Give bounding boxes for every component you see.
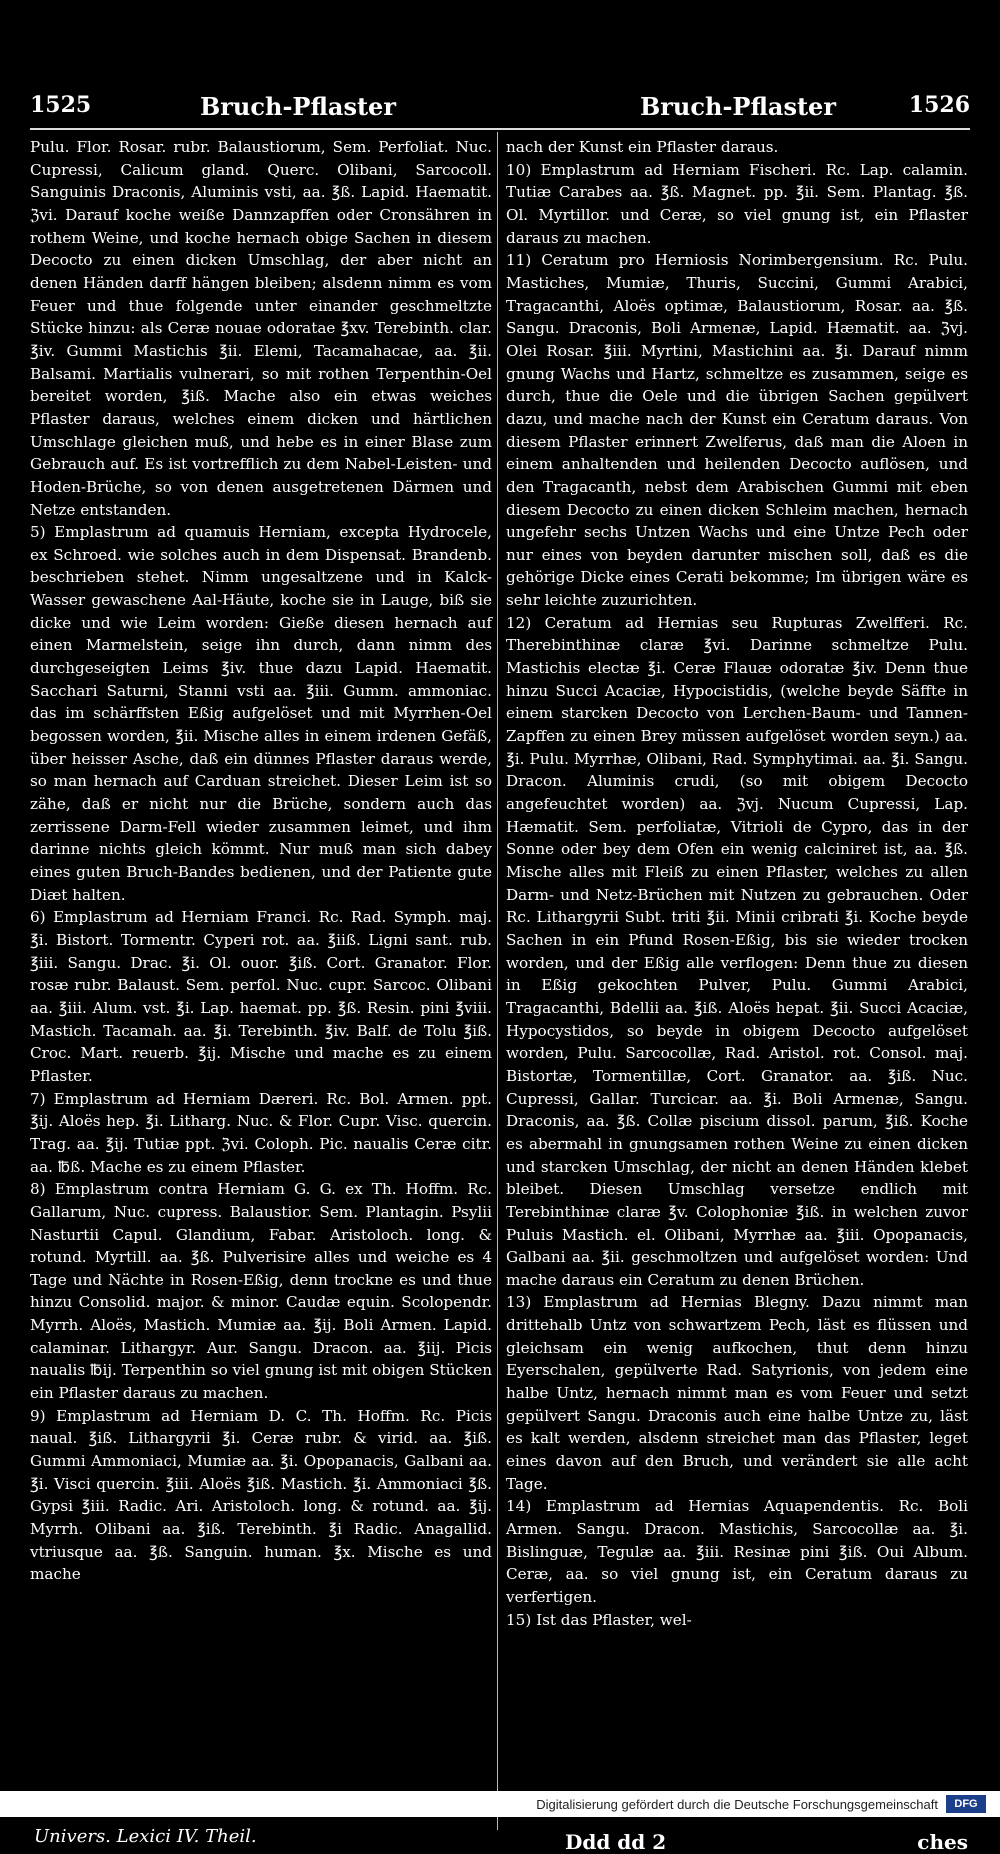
- paragraph: 8) Emplastrum contra Herniam G. G. ex Th. Hoffm. Rc. Gallarum, Nuc. cupress. Balaustior. Sem. Plantagin. Psylii Nasturtii Capul. Glandium, Fabar. Aristoloch. long. & rotund. Myrtill. aa. ℥ß. Pulverisire alles und weiche es 4 Tage und Nächte in Rosen-Eßig, denn trockne es und thue hinzu Consolid. major. & minor. Caudæ equin. Scolopendr. Myrrh. Aloës, Mastich. Mumiæ aa. ℥ij. Boli Armen. Lapid. calaminar. Lithargyr. Aur. Sangu. Dracon. aa. ℥iij. Picis naualis ℔ij. Terpenthin so viel gnung ist mit obigen Stücken ein Pflaster daraus zu machen.: [30, 1180, 492, 1403]
- page-header: [30, 92, 970, 130]
- page-number-right: 1526: [908, 92, 970, 118]
- paragraph: nach der Kunst ein Pflaster daraus.: [506, 138, 779, 156]
- left-column: [30, 136, 492, 1586]
- paragraph: 15) Ist das Pflaster, wel-: [506, 1610, 692, 1629]
- page-number-left: 1525: [30, 92, 92, 118]
- volume-footer: Univers. Lexici IV. Theil.: [34, 1826, 257, 1847]
- banner-text: Digitalisierung gefördert durch die Deutsche Forschungsgemeinschaft: [536, 1797, 938, 1812]
- paragraph: 12) Ceratum ad Hernias seu Rupturas Zwelfferi. Rc. Therebinthinæ claræ ℥vi. Darinne schmeltze Pulu. Mastichis electæ ℥i. Ceræ Flauæ odoratæ ℥iv. Denn thue hinzu Succi Acaciæ, Hypocistidis, (welche beyde Säffte in einem starcken Decocto von Lerchen-Baum- und Tannen-Zapffen zu einen Brey müssen aufgelöset worden seyn.) aa. ℥i. Pulu. Myrrhæ, Olibani, Rad. Symphytimai. aa. ℥i. Sangu. Dracon. Aluminis crudi, (so mit obigem Decocto angefeuchtet worden) aa. ℨvj. Nucum Cupressi, Lap. Hæmatit. Sem. perfoliatæ, Vitrioli de Cypro, das in der Sonne oder bey dem Ofen ein wenig calciniret ist, aa. ℥ß. Mische alles mit Fleiß zu einen Pflaster, welches zu allen Darm- und Netz-Brüchen mit Nutzen zu gebrauchen. Oder Rc. Lithargyrii Subt. triti ℥ii. Minii cribrati ℥i. Koche beyde Sachen in ein Pfund Rosen-Eßig, bis sie wieder trocken worden, und der Eßig alle verflogen: Denn thue zu diesen in Eßig gekochten Pulver, Pulu. Gummi Arabici, Tragacanthi, Bdellii aa. ℥iß. Aloës hepat. ℥ii. Succi Acaciæ, Hypocystidos, so beyde in obigem Decocto aufgelöset worden, Pulu. Sarcocollæ, Rad. Aristol. rot. Consol. maj. Bistortæ, Tormentillæ, Cort. Granator. aa. ℥iß. Nuc. Cupressi, Gallar. Turcicar. aa. ℥i. Boli Armenæ, Sangu. Draconis, aa. ℥ß. Collæ piscium dissol. parum, ℥iß. Koche es abermahl in gnungsamen rothen Weine zu einen dicken und starcken Umschlag, der nicht an denen Händen klebet bleibet. Diesen Umschlag versetze endlich mit Terebinthinæ claræ ℥v. Colophoniæ ℥iß. in welchen zuvor Puluis Mastich. el. Olibani, Myrrhæ aa. ℥iii. Opopanacis, Galbani aa. ℥ii. geschmoltzen und aufgelöset worden: Und mache daraus ein Ceratum zu denen Brüchen.: [506, 613, 968, 1289]
- running-title-right: Bruch-Pflaster: [640, 92, 836, 121]
- paragraph: 13) Emplastrum ad Hernias Blegny. Dazu nimmt man drittehalb Untz von schwartzem Pech, läst es flüssen und gleichsam ein wenig aufkochen, thut denn hinzu Eyerschalen, gepülverte Rad. Satyrionis, von jedem eine halbe Untz, hernach nimmt man es vom Feuer und setzt gepülvert Sangu. Draconis auch eine halbe Untze zu, läst es kalt werden, alsdenn streichet man das Pflaster, leget eines davon auf den Bruch, und verändert sie alle acht Tage.: [506, 1293, 968, 1493]
- paragraph: 7) Emplastrum ad Herniam Dæreri. Rc. Bol. Armen. ppt. ℥ij. Aloës hep. ℥i. Litharg. Nuc. & Flor. Cupr. Visc. quercin. Trag. aa. ℥ij. Tutiæ ppt. ℨvi. Coloph. Pic. naualis Ceræ citr. aa. ℔ß. Mache es zu einem Pflaster.: [30, 1089, 492, 1176]
- paragraph: 5) Emplastrum ad quamuis Herniam, excepta Hydrocele, ex Schroed. wie solches auch in dem Dispensat. Brandenb. beschrieben stehet. Nimm ungesaltzene und in Kalck-Wasser gewaschene Aal-Häute, koche sie in Lauge, biß sie dicke und wie Leim worden: Gieße diesen hernach auf einen Marmelstein, seige ihn durch, dann nimm des durchgeseigten Leims ℥iv. thue dazu Lapid. Haematit. Sacchari Saturni, Stanni vsti aa. ℥iii. Gumm. ammoniac. das im schärffsten Eßig aufgelöset und mit Myrrhen-Oel begossen worden, ℥ii. Mische alles in einem irdenen Gefäß, über heisser Asche, daß ein dünnes Pflaster daraus werde, so man hernach auf Carduan streichet. Dieser Leim ist so zähe, daß er nicht nur die Brüche, sondern auch das zerrissene Darm-Fell wieder zusammen leimet, und ihm darinne nichts gleich kömmt. Nur muß man sich dabey eines guten Bruch-Bandes bedienen, und der Patiente gute Diæt halten.: [30, 523, 492, 904]
- paragraph: 6) Emplastrum ad Herniam Franci. Rc. Rad. Symph. maj. ℥i. Bistort. Tormentr. Cyperi rot. aa. ℥iiß. Ligni sant. rub. ℥iii. Sangu. Drac. ℥i. Ol. ouor. ℥iß. Cort. Granator. Flor. rosæ rubr. Balaust. Sem. perfol. Nuc. cupr. Sarcoc. Olibani aa. ℥iii. Alum. vst. ℥i. Lap. haemat. pp. ℥ß. Resin. pini ℥viii. Mastich. Tacamah. aa. ℥i. Terebinth. ℥iv. Balf. de Tolu ℥iß. Croc. Mart. reuerb. ℥ij. Mische und mache es zu einem Pflaster.: [30, 908, 492, 1085]
- header-rule: [30, 128, 970, 130]
- signature-mark: Ddd dd 2: [565, 1830, 667, 1854]
- column-divider: [497, 132, 498, 1830]
- dfg-logo: DFG: [946, 1795, 986, 1813]
- catchword: ches: [917, 1830, 968, 1854]
- paragraph: 14) Emplastrum ad Hernias Aquapendentis. Rc. Boli Armen. Sangu. Dracon. Mastichis, Sarcocollæ aa. ℥i. Bislinguæ, Tegulæ aa. ℥iii. Resinæ pini ℥iß. Oui Album. Ceræ, aa. so viel gnung ist, ein Ceratum daraus zu verfertigen.: [506, 1497, 968, 1606]
- paragraph: 9) Emplastrum ad Herniam D. C. Th. Hoffm. Rc. Picis naual. ℥iß. Lithargyrii ℥i. Ceræ rubr. & virid. aa. ℥iß. Gummi Ammoniaci, Mumiæ aa. ℥i. Opopanacis, Galbani aa. ℥i. Visci quercin. ℥iii. Aloës ℥iß. Mastich. ℥i. Ammoniaci ℥ß. Gypsi ℥iii. Radic. Ari. Aristoloch. long. & rotund. aa. ℥ij. Myrrh. Olibani aa. ℥iß. Terebinth. ℥i Radic. Anagallid. vtriusque aa. ℥ß. Sanguin. human. ℥x. Mische es und mache: [30, 1406, 492, 1584]
- paragraph: Pulu. Flor. Rosar. rubr. Balaustiorum, Sem. Perfoliat. Nuc. Cupressi, Calicum gland. Querc. Olibani, Sarcocoll. Sanguinis Draconis, Aluminis vsti, aa. ℥ß. Lapid. Haematit. ℨvi. Darauf koche weiße Dannzapffen oder Cronsähren in rothem Weine, und koche hernach obige Sachen in diesem Decocto zu einen dicken Umschlag, der aber nicht an denen Händen darff hängen bleiben; alsdenn nimm es vom Feuer und thue folgende unter einander geschmeltzte Stücke hinzu: als Ceræ nouae odoratae ℥xv. Terebinth. clar. ℥iv. Gummi Mastichis ℥ii. Elemi, Tacamahacae, aa. ℥ii. Balsami. Martialis vulnerari, so mit rothen Terpenthin-Oel bereitet worden, ℥iß. Mache also ein etwas weiches Pflaster daraus, welches einem dicken und härtlichen Umschlage gleichen muß, und hebe es in einer Blase zum Gebrauch auf. Es ist vortrefflich zu dem Nabel-Leisten- und Hoden-Brüche, so von denen ausgetretenen Därmen und Netze entstanden.: [30, 138, 492, 519]
- right-column: [506, 136, 968, 1631]
- running-title-left: Bruch-Pflaster: [200, 92, 396, 121]
- digitization-banner: [0, 1791, 1000, 1817]
- paragraph: 11) Ceratum pro Herniosis Norimbergensium. Rc. Pulu. Mastiches, Mumiæ, Thuris, Succini, Gummi Arabici, Tragacanthi, Aloës optimæ, Balaustiorum, Rosar. aa. ℥ß. Sangu. Draconis, Boli Armenæ, Lapid. Hæmatit. aa. ℨvj. Olei Rosar. ℥iii. Myrtini, Mastichini aa. ℥i. Darauf nimm gnung Wachs und Hartz, schmeltze es zusammen, seige es durch, thue die Oele und die übrigen Sachen gepülvert dazu, und mache nach der Kunst ein Ceratum daraus. Von diesem Pflaster erinnert Zwelferus, daß man die Aloen in einem anhaltenden und heilenden Decocto auflösen, und den Tragacanth, nebst dem Arabischen Gummi mit eben diesem Decocto zu einen dicken Schleim machen, hernach ungefehr sechs Untzen Wachs und eine Untze Pech oder nur eines von beyden darunter mischen soll, daß es die gehörige Dicke eines Cerati bekomme; Im übrigen wäre es sehr leichte zuzurichten.: [506, 251, 968, 610]
- paragraph: 10) Emplastrum ad Herniam Fischeri. Rc. Lap. calamin. Tutiæ Carabes aa. ℥ß. Magnet. pp. ℥ii. Sem. Plantag. ℥ß. Ol. Myrtillor. und Ceræ, so viel gnung ist, ein Pflaster daraus zu machen.: [506, 160, 968, 247]
